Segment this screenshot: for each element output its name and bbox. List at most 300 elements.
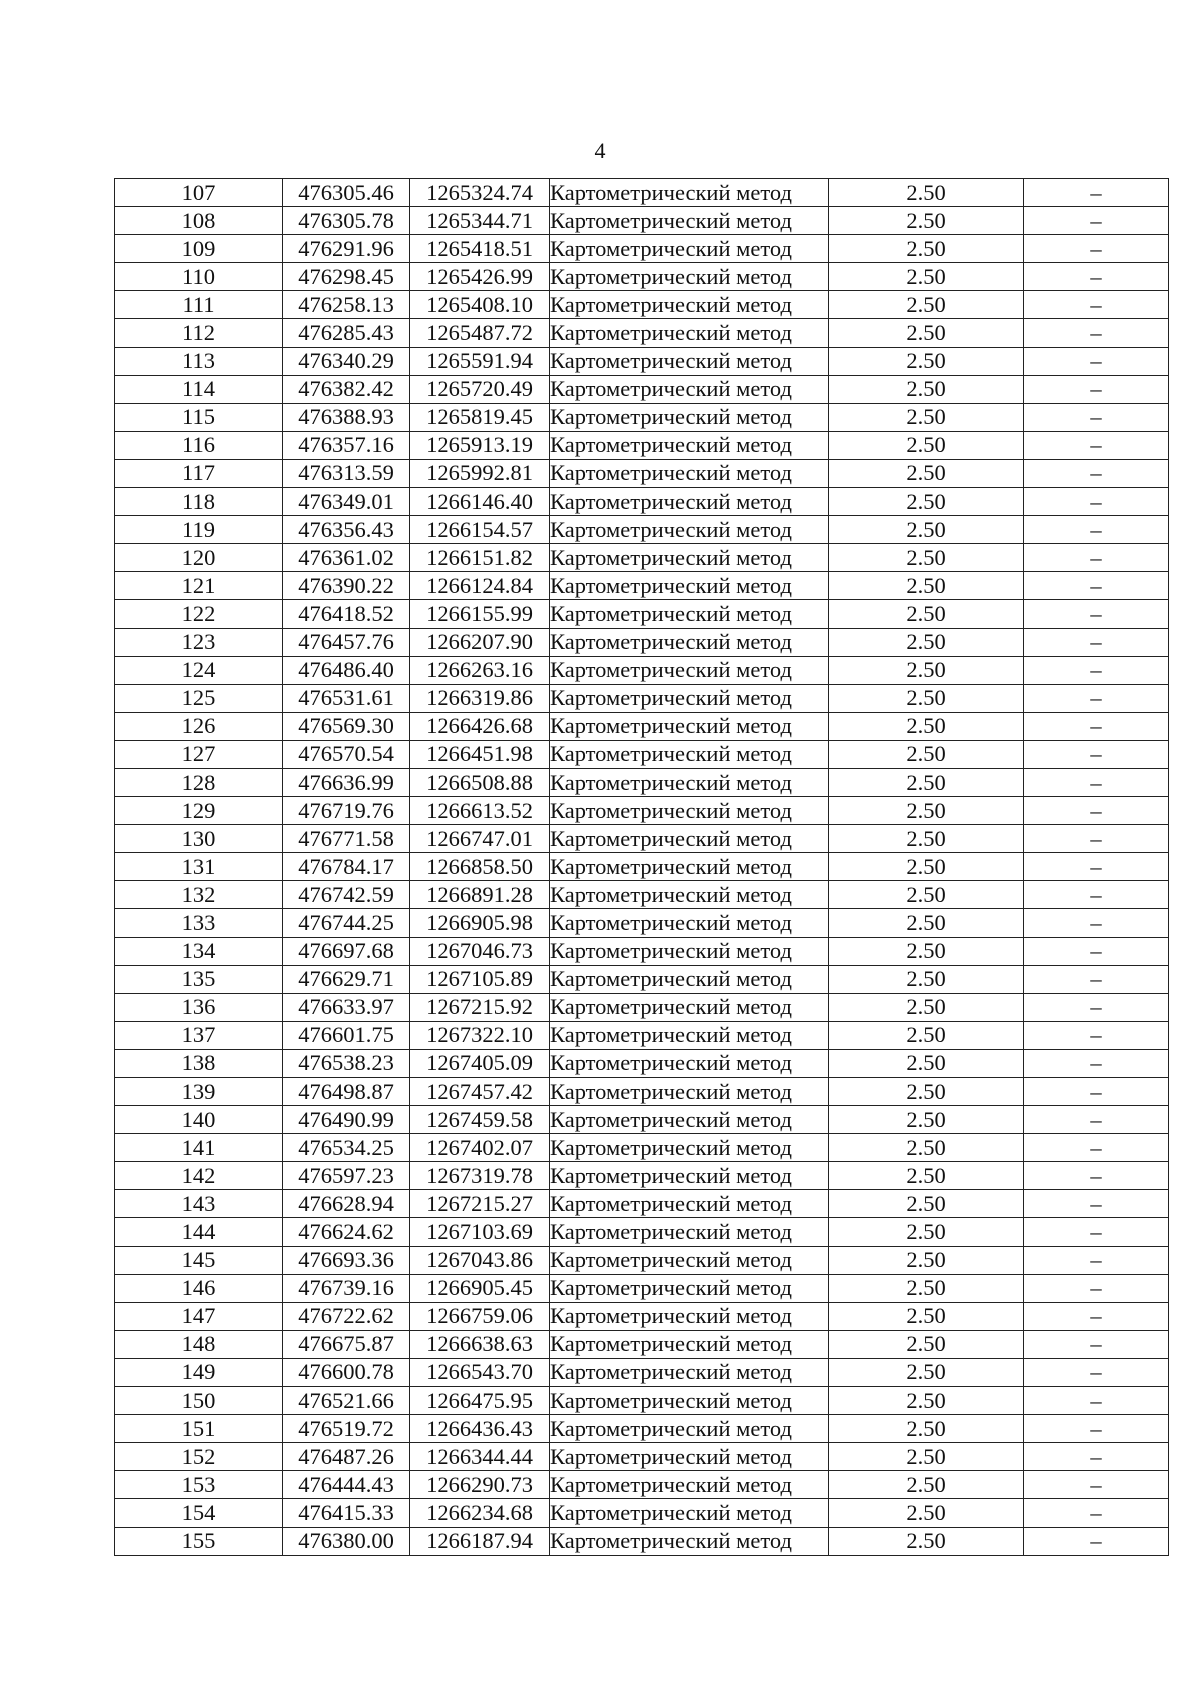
table-row bbox=[115, 319, 1169, 347]
y-coordinate-cell: 1266263.16 bbox=[410, 656, 550, 684]
point-number-cell: 143 bbox=[115, 1190, 283, 1218]
accuracy-cell: 2.50 bbox=[829, 1134, 1024, 1162]
note-cell: – bbox=[1024, 1134, 1169, 1162]
note-cell: – bbox=[1024, 1078, 1169, 1106]
method-cell: Картометрический метод bbox=[550, 656, 829, 684]
table-row bbox=[115, 909, 1169, 937]
note-cell: – bbox=[1024, 797, 1169, 825]
accuracy-cell: 2.50 bbox=[829, 712, 1024, 740]
accuracy-cell: 2.50 bbox=[829, 1218, 1024, 1246]
x-coordinate-cell: 476285.43 bbox=[283, 319, 410, 347]
method-cell: Картометрический метод bbox=[550, 684, 829, 712]
point-number-cell: 147 bbox=[115, 1302, 283, 1330]
point-number-cell: 129 bbox=[115, 797, 283, 825]
note-cell: – bbox=[1024, 853, 1169, 881]
x-coordinate-cell: 476633.97 bbox=[283, 993, 410, 1021]
method-cell: Картометрический метод bbox=[550, 431, 829, 459]
method-cell: Картометрический метод bbox=[550, 1527, 829, 1555]
point-number-cell: 144 bbox=[115, 1218, 283, 1246]
x-coordinate-cell: 476624.62 bbox=[283, 1218, 410, 1246]
y-coordinate-cell: 1265487.72 bbox=[410, 319, 550, 347]
x-coordinate-cell: 476298.45 bbox=[283, 263, 410, 291]
method-cell: Картометрический метод bbox=[550, 1358, 829, 1386]
note-cell: – bbox=[1024, 768, 1169, 796]
y-coordinate-cell: 1266905.45 bbox=[410, 1274, 550, 1302]
table-row bbox=[115, 1415, 1169, 1443]
table-row bbox=[115, 965, 1169, 993]
table-row bbox=[115, 656, 1169, 684]
method-cell: Картометрический метод bbox=[550, 291, 829, 319]
note-cell: – bbox=[1024, 1330, 1169, 1358]
table-row bbox=[115, 1274, 1169, 1302]
x-coordinate-cell: 476719.76 bbox=[283, 797, 410, 825]
point-number-cell: 118 bbox=[115, 488, 283, 516]
method-cell: Картометрический метод bbox=[550, 1049, 829, 1077]
x-coordinate-cell: 476675.87 bbox=[283, 1330, 410, 1358]
method-cell: Картометрический метод bbox=[550, 1499, 829, 1527]
x-coordinate-cell: 476498.87 bbox=[283, 1078, 410, 1106]
accuracy-cell: 2.50 bbox=[829, 656, 1024, 684]
note-cell: – bbox=[1024, 1443, 1169, 1471]
point-number-cell: 152 bbox=[115, 1443, 283, 1471]
note-cell: – bbox=[1024, 965, 1169, 993]
point-number-cell: 140 bbox=[115, 1106, 283, 1134]
accuracy-cell: 2.50 bbox=[829, 965, 1024, 993]
point-number-cell: 125 bbox=[115, 684, 283, 712]
note-cell: – bbox=[1024, 291, 1169, 319]
y-coordinate-cell: 1267402.07 bbox=[410, 1134, 550, 1162]
note-cell: – bbox=[1024, 1162, 1169, 1190]
method-cell: Картометрический метод bbox=[550, 965, 829, 993]
method-cell: Картометрический метод bbox=[550, 1274, 829, 1302]
y-coordinate-cell: 1266319.86 bbox=[410, 684, 550, 712]
method-cell: Картометрический метод bbox=[550, 797, 829, 825]
y-coordinate-cell: 1266207.90 bbox=[410, 628, 550, 656]
accuracy-cell: 2.50 bbox=[829, 881, 1024, 909]
y-coordinate-cell: 1265426.99 bbox=[410, 263, 550, 291]
point-number-cell: 124 bbox=[115, 656, 283, 684]
y-coordinate-cell: 1266290.73 bbox=[410, 1471, 550, 1499]
x-coordinate-cell: 476628.94 bbox=[283, 1190, 410, 1218]
table-row bbox=[115, 740, 1169, 768]
accuracy-cell: 2.50 bbox=[829, 263, 1024, 291]
method-cell: Картометрический метод bbox=[550, 1387, 829, 1415]
y-coordinate-cell: 1266151.82 bbox=[410, 544, 550, 572]
x-coordinate-cell: 476487.26 bbox=[283, 1443, 410, 1471]
note-cell: – bbox=[1024, 516, 1169, 544]
note-cell: – bbox=[1024, 1387, 1169, 1415]
point-number-cell: 122 bbox=[115, 600, 283, 628]
x-coordinate-cell: 476629.71 bbox=[283, 965, 410, 993]
method-cell: Картометрический метод bbox=[550, 375, 829, 403]
method-cell: Картометрический метод bbox=[550, 263, 829, 291]
x-coordinate-cell: 476531.61 bbox=[283, 684, 410, 712]
x-coordinate-cell: 476258.13 bbox=[283, 291, 410, 319]
x-coordinate-cell: 476521.66 bbox=[283, 1387, 410, 1415]
x-coordinate-cell: 476382.42 bbox=[283, 375, 410, 403]
table-row bbox=[115, 1049, 1169, 1077]
method-cell: Картометрический метод bbox=[550, 1330, 829, 1358]
accuracy-cell: 2.50 bbox=[829, 937, 1024, 965]
accuracy-cell: 2.50 bbox=[829, 1415, 1024, 1443]
method-cell: Картометрический метод bbox=[550, 1302, 829, 1330]
x-coordinate-cell: 476693.36 bbox=[283, 1246, 410, 1274]
y-coordinate-cell: 1266154.57 bbox=[410, 516, 550, 544]
point-number-cell: 135 bbox=[115, 965, 283, 993]
table-row bbox=[115, 263, 1169, 291]
table-row bbox=[115, 1190, 1169, 1218]
x-coordinate-cell: 476569.30 bbox=[283, 712, 410, 740]
point-number-cell: 116 bbox=[115, 431, 283, 459]
x-coordinate-cell: 476380.00 bbox=[283, 1527, 410, 1555]
note-cell: – bbox=[1024, 403, 1169, 431]
y-coordinate-cell: 1266638.63 bbox=[410, 1330, 550, 1358]
point-number-cell: 111 bbox=[115, 291, 283, 319]
note-cell: – bbox=[1024, 1358, 1169, 1386]
note-cell: – bbox=[1024, 656, 1169, 684]
table-row bbox=[115, 1302, 1169, 1330]
point-number-cell: 151 bbox=[115, 1415, 283, 1443]
point-number-cell: 108 bbox=[115, 207, 283, 235]
point-number-cell: 150 bbox=[115, 1387, 283, 1415]
accuracy-cell: 2.50 bbox=[829, 909, 1024, 937]
y-coordinate-cell: 1266759.06 bbox=[410, 1302, 550, 1330]
x-coordinate-cell: 476486.40 bbox=[283, 656, 410, 684]
method-cell: Картометрический метод bbox=[550, 572, 829, 600]
note-cell: – bbox=[1024, 488, 1169, 516]
y-coordinate-cell: 1266436.43 bbox=[410, 1415, 550, 1443]
table-row bbox=[115, 1218, 1169, 1246]
note-cell: – bbox=[1024, 544, 1169, 572]
note-cell: – bbox=[1024, 740, 1169, 768]
x-coordinate-cell: 476534.25 bbox=[283, 1134, 410, 1162]
accuracy-cell: 2.50 bbox=[829, 1443, 1024, 1471]
accuracy-cell: 2.50 bbox=[829, 1358, 1024, 1386]
note-cell: – bbox=[1024, 1021, 1169, 1049]
accuracy-cell: 2.50 bbox=[829, 1162, 1024, 1190]
point-number-cell: 110 bbox=[115, 263, 283, 291]
accuracy-cell: 2.50 bbox=[829, 319, 1024, 347]
point-number-cell: 134 bbox=[115, 937, 283, 965]
table-row bbox=[115, 797, 1169, 825]
accuracy-cell: 2.50 bbox=[829, 1049, 1024, 1077]
point-number-cell: 127 bbox=[115, 740, 283, 768]
x-coordinate-cell: 476601.75 bbox=[283, 1021, 410, 1049]
note-cell: – bbox=[1024, 712, 1169, 740]
point-number-cell: 149 bbox=[115, 1358, 283, 1386]
x-coordinate-cell: 476291.96 bbox=[283, 235, 410, 263]
table-row bbox=[115, 1499, 1169, 1527]
page-number: 4 bbox=[594, 138, 606, 163]
method-cell: Картометрический метод bbox=[550, 235, 829, 263]
method-cell: Картометрический метод bbox=[550, 516, 829, 544]
note-cell: – bbox=[1024, 825, 1169, 853]
accuracy-cell: 2.50 bbox=[829, 516, 1024, 544]
accuracy-cell: 2.50 bbox=[829, 1330, 1024, 1358]
method-cell: Картометрический метод bbox=[550, 881, 829, 909]
method-cell: Картометрический метод bbox=[550, 1415, 829, 1443]
note-cell: – bbox=[1024, 375, 1169, 403]
y-coordinate-cell: 1266613.52 bbox=[410, 797, 550, 825]
note-cell: – bbox=[1024, 1246, 1169, 1274]
x-coordinate-cell: 476340.29 bbox=[283, 347, 410, 375]
method-cell: Картометрический метод bbox=[550, 937, 829, 965]
y-coordinate-cell: 1267459.58 bbox=[410, 1106, 550, 1134]
point-number-cell: 138 bbox=[115, 1049, 283, 1077]
table-row bbox=[115, 1471, 1169, 1499]
y-coordinate-cell: 1266155.99 bbox=[410, 600, 550, 628]
accuracy-cell: 2.50 bbox=[829, 684, 1024, 712]
x-coordinate-cell: 476722.62 bbox=[283, 1302, 410, 1330]
table-row bbox=[115, 1358, 1169, 1386]
method-cell: Картометрический метод bbox=[550, 1162, 829, 1190]
y-coordinate-cell: 1265324.74 bbox=[410, 179, 550, 207]
method-cell: Картометрический метод bbox=[550, 740, 829, 768]
y-coordinate-cell: 1265408.10 bbox=[410, 291, 550, 319]
point-number-cell: 131 bbox=[115, 853, 283, 881]
note-cell: – bbox=[1024, 235, 1169, 263]
note-cell: – bbox=[1024, 684, 1169, 712]
y-coordinate-cell: 1267103.69 bbox=[410, 1218, 550, 1246]
x-coordinate-cell: 476570.54 bbox=[283, 740, 410, 768]
method-cell: Картометрический метод bbox=[550, 1190, 829, 1218]
method-cell: Картометрический метод bbox=[550, 488, 829, 516]
table-row bbox=[115, 403, 1169, 431]
accuracy-cell: 2.50 bbox=[829, 1190, 1024, 1218]
coordinates-table-body bbox=[115, 179, 1169, 1556]
note-cell: – bbox=[1024, 572, 1169, 600]
y-coordinate-cell: 1267043.86 bbox=[410, 1246, 550, 1274]
method-cell: Картометрический метод bbox=[550, 1078, 829, 1106]
accuracy-cell: 2.50 bbox=[829, 1021, 1024, 1049]
y-coordinate-cell: 1266905.98 bbox=[410, 909, 550, 937]
y-coordinate-cell: 1266344.44 bbox=[410, 1443, 550, 1471]
table-row bbox=[115, 1387, 1169, 1415]
table-row bbox=[115, 235, 1169, 263]
accuracy-cell: 2.50 bbox=[829, 1471, 1024, 1499]
method-cell: Картометрический метод bbox=[550, 909, 829, 937]
note-cell: – bbox=[1024, 347, 1169, 375]
x-coordinate-cell: 476538.23 bbox=[283, 1049, 410, 1077]
accuracy-cell: 2.50 bbox=[829, 544, 1024, 572]
accuracy-cell: 2.50 bbox=[829, 853, 1024, 881]
accuracy-cell: 2.50 bbox=[829, 572, 1024, 600]
point-number-cell: 137 bbox=[115, 1021, 283, 1049]
x-coordinate-cell: 476361.02 bbox=[283, 544, 410, 572]
method-cell: Картометрический метод bbox=[550, 1443, 829, 1471]
point-number-cell: 146 bbox=[115, 1274, 283, 1302]
method-cell: Картометрический метод bbox=[550, 1471, 829, 1499]
table-row bbox=[115, 1106, 1169, 1134]
y-coordinate-cell: 1266187.94 bbox=[410, 1527, 550, 1555]
table-row bbox=[115, 825, 1169, 853]
method-cell: Картометрический метод bbox=[550, 600, 829, 628]
point-number-cell: 113 bbox=[115, 347, 283, 375]
y-coordinate-cell: 1265591.94 bbox=[410, 347, 550, 375]
point-number-cell: 148 bbox=[115, 1330, 283, 1358]
accuracy-cell: 2.50 bbox=[829, 1499, 1024, 1527]
note-cell: – bbox=[1024, 909, 1169, 937]
note-cell: – bbox=[1024, 263, 1169, 291]
table-row bbox=[115, 544, 1169, 572]
accuracy-cell: 2.50 bbox=[829, 347, 1024, 375]
x-coordinate-cell: 476305.46 bbox=[283, 179, 410, 207]
point-number-cell: 132 bbox=[115, 881, 283, 909]
x-coordinate-cell: 476418.52 bbox=[283, 600, 410, 628]
table-row bbox=[115, 347, 1169, 375]
accuracy-cell: 2.50 bbox=[829, 1302, 1024, 1330]
x-coordinate-cell: 476739.16 bbox=[283, 1274, 410, 1302]
x-coordinate-cell: 476771.58 bbox=[283, 825, 410, 853]
y-coordinate-cell: 1265992.81 bbox=[410, 459, 550, 487]
table-row bbox=[115, 459, 1169, 487]
point-number-cell: 119 bbox=[115, 516, 283, 544]
y-coordinate-cell: 1266747.01 bbox=[410, 825, 550, 853]
table-row bbox=[115, 179, 1169, 207]
method-cell: Картометрический метод bbox=[550, 207, 829, 235]
table-row bbox=[115, 572, 1169, 600]
accuracy-cell: 2.50 bbox=[829, 1387, 1024, 1415]
x-coordinate-cell: 476305.78 bbox=[283, 207, 410, 235]
x-coordinate-cell: 476636.99 bbox=[283, 768, 410, 796]
x-coordinate-cell: 476597.23 bbox=[283, 1162, 410, 1190]
accuracy-cell: 2.50 bbox=[829, 768, 1024, 796]
point-number-cell: 155 bbox=[115, 1527, 283, 1555]
point-number-cell: 123 bbox=[115, 628, 283, 656]
y-coordinate-cell: 1266508.88 bbox=[410, 768, 550, 796]
table-row bbox=[115, 1134, 1169, 1162]
point-number-cell: 139 bbox=[115, 1078, 283, 1106]
table-row bbox=[115, 1078, 1169, 1106]
point-number-cell: 126 bbox=[115, 712, 283, 740]
accuracy-cell: 2.50 bbox=[829, 235, 1024, 263]
accuracy-cell: 2.50 bbox=[829, 431, 1024, 459]
y-coordinate-cell: 1266234.68 bbox=[410, 1499, 550, 1527]
x-coordinate-cell: 476742.59 bbox=[283, 881, 410, 909]
y-coordinate-cell: 1266426.68 bbox=[410, 712, 550, 740]
method-cell: Картометрический метод bbox=[550, 993, 829, 1021]
table-row bbox=[115, 1162, 1169, 1190]
note-cell: – bbox=[1024, 207, 1169, 235]
table-row bbox=[115, 488, 1169, 516]
accuracy-cell: 2.50 bbox=[829, 797, 1024, 825]
point-number-cell: 112 bbox=[115, 319, 283, 347]
point-number-cell: 114 bbox=[115, 375, 283, 403]
y-coordinate-cell: 1267215.27 bbox=[410, 1190, 550, 1218]
accuracy-cell: 2.50 bbox=[829, 488, 1024, 516]
point-number-cell: 154 bbox=[115, 1499, 283, 1527]
method-cell: Картометрический метод bbox=[550, 319, 829, 347]
method-cell: Картометрический метод bbox=[550, 1134, 829, 1162]
method-cell: Картометрический метод bbox=[550, 544, 829, 572]
y-coordinate-cell: 1267046.73 bbox=[410, 937, 550, 965]
y-coordinate-cell: 1267405.09 bbox=[410, 1049, 550, 1077]
table-row bbox=[115, 600, 1169, 628]
point-number-cell: 120 bbox=[115, 544, 283, 572]
point-number-cell: 121 bbox=[115, 572, 283, 600]
x-coordinate-cell: 476357.16 bbox=[283, 431, 410, 459]
y-coordinate-cell: 1267319.78 bbox=[410, 1162, 550, 1190]
point-number-cell: 136 bbox=[115, 993, 283, 1021]
method-cell: Картометрический метод bbox=[550, 712, 829, 740]
y-coordinate-cell: 1266475.95 bbox=[410, 1387, 550, 1415]
accuracy-cell: 2.50 bbox=[829, 291, 1024, 319]
x-coordinate-cell: 476744.25 bbox=[283, 909, 410, 937]
table-row bbox=[115, 207, 1169, 235]
y-coordinate-cell: 1266858.50 bbox=[410, 853, 550, 881]
y-coordinate-cell: 1266146.40 bbox=[410, 488, 550, 516]
note-cell: – bbox=[1024, 1415, 1169, 1443]
table-row bbox=[115, 881, 1169, 909]
table-row bbox=[115, 1443, 1169, 1471]
x-coordinate-cell: 476519.72 bbox=[283, 1415, 410, 1443]
table-row bbox=[115, 1246, 1169, 1274]
x-coordinate-cell: 476313.59 bbox=[283, 459, 410, 487]
x-coordinate-cell: 476415.33 bbox=[283, 1499, 410, 1527]
method-cell: Картометрический метод bbox=[550, 853, 829, 881]
x-coordinate-cell: 476697.68 bbox=[283, 937, 410, 965]
point-number-cell: 130 bbox=[115, 825, 283, 853]
method-cell: Картометрический метод bbox=[550, 1021, 829, 1049]
y-coordinate-cell: 1265720.49 bbox=[410, 375, 550, 403]
y-coordinate-cell: 1267322.10 bbox=[410, 1021, 550, 1049]
method-cell: Картометрический метод bbox=[550, 403, 829, 431]
y-coordinate-cell: 1266891.28 bbox=[410, 881, 550, 909]
accuracy-cell: 2.50 bbox=[829, 600, 1024, 628]
method-cell: Картометрический метод bbox=[550, 825, 829, 853]
x-coordinate-cell: 476390.22 bbox=[283, 572, 410, 600]
table-row bbox=[115, 1527, 1169, 1555]
table-row bbox=[115, 937, 1169, 965]
y-coordinate-cell: 1267215.92 bbox=[410, 993, 550, 1021]
accuracy-cell: 2.50 bbox=[829, 375, 1024, 403]
x-coordinate-cell: 476444.43 bbox=[283, 1471, 410, 1499]
note-cell: – bbox=[1024, 1302, 1169, 1330]
accuracy-cell: 2.50 bbox=[829, 1246, 1024, 1274]
accuracy-cell: 2.50 bbox=[829, 207, 1024, 235]
note-cell: – bbox=[1024, 1274, 1169, 1302]
accuracy-cell: 2.50 bbox=[829, 740, 1024, 768]
table-row bbox=[115, 993, 1169, 1021]
note-cell: – bbox=[1024, 881, 1169, 909]
table-row bbox=[115, 684, 1169, 712]
accuracy-cell: 2.50 bbox=[829, 825, 1024, 853]
accuracy-cell: 2.50 bbox=[829, 459, 1024, 487]
method-cell: Картометрический метод bbox=[550, 628, 829, 656]
note-cell: – bbox=[1024, 431, 1169, 459]
note-cell: – bbox=[1024, 459, 1169, 487]
coordinates-table bbox=[114, 178, 1169, 1556]
method-cell: Картометрический метод bbox=[550, 347, 829, 375]
x-coordinate-cell: 476356.43 bbox=[283, 516, 410, 544]
x-coordinate-cell: 476388.93 bbox=[283, 403, 410, 431]
point-number-cell: 117 bbox=[115, 459, 283, 487]
method-cell: Картометрический метод bbox=[550, 768, 829, 796]
table-row bbox=[115, 628, 1169, 656]
method-cell: Картометрический метод bbox=[550, 1218, 829, 1246]
note-cell: – bbox=[1024, 600, 1169, 628]
accuracy-cell: 2.50 bbox=[829, 179, 1024, 207]
point-number-cell: 142 bbox=[115, 1162, 283, 1190]
y-coordinate-cell: 1266451.98 bbox=[410, 740, 550, 768]
x-coordinate-cell: 476457.76 bbox=[283, 628, 410, 656]
table-row bbox=[115, 516, 1169, 544]
point-number-cell: 128 bbox=[115, 768, 283, 796]
table-row bbox=[115, 375, 1169, 403]
point-number-cell: 141 bbox=[115, 1134, 283, 1162]
accuracy-cell: 2.50 bbox=[829, 1274, 1024, 1302]
method-cell: Картометрический метод bbox=[550, 1106, 829, 1134]
